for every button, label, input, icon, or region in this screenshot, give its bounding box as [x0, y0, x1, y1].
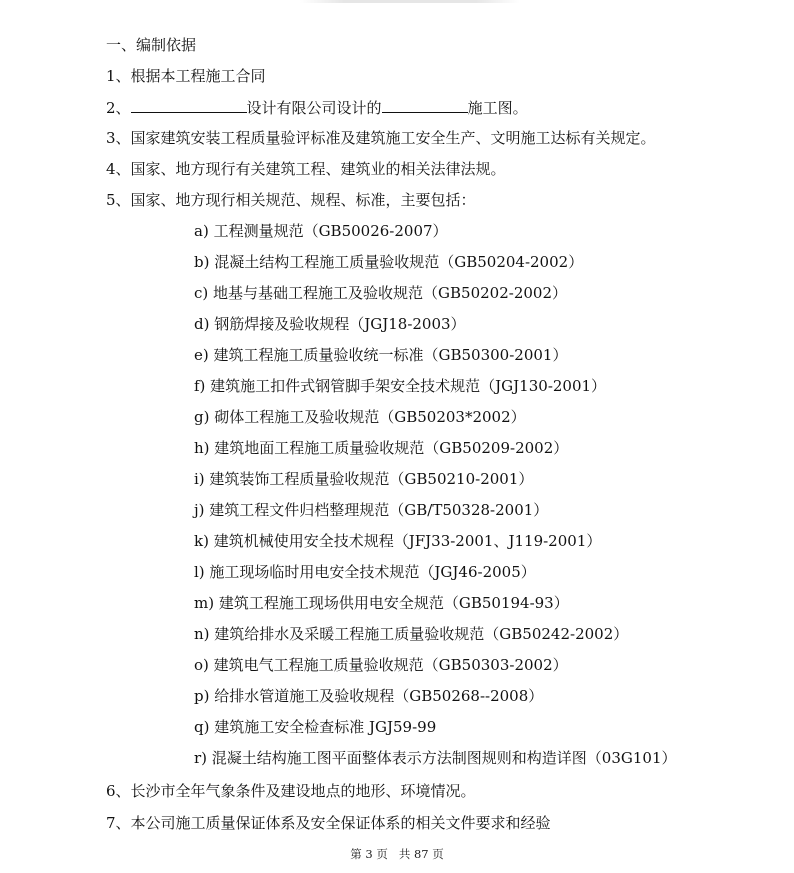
list-item-6: 6、长沙市全年气象条件及建设地点的地形、环境情况。 — [106, 782, 476, 800]
sub-item-b: b) 混凝土结构工程施工质量验收规范（GB50204-2002） — [194, 253, 584, 271]
sub-item-q: q) 建筑施工安全检查标准 JGJ59-99 — [194, 718, 437, 736]
page-footer — [0, 846, 794, 862]
list-item-4: 4、国家、地方现行有关建筑工程、建筑业的相关法律法规。 — [106, 160, 506, 178]
sub-item-o: o) 建筑电气工程施工质量验收规范（GB50303-2002） — [194, 656, 568, 674]
blank-line-project — [382, 97, 468, 113]
list-item-2-prefix: 2、 — [106, 99, 131, 117]
list-item-5: 5、国家、地方现行相关规范、规程、标准，主要包括： — [106, 191, 476, 209]
sub-item-c: c) 地基与基础工程施工及验收规范（GB50202-2002） — [194, 284, 567, 302]
list-item-1: 1、根据本工程施工合同 — [106, 67, 266, 85]
page-number: 第 3 页 — [350, 847, 388, 861]
sub-item-n: n) 建筑给排水及采暖工程施工质量验收规范（GB50242-2002） — [194, 625, 629, 643]
page-total: 共 87 页 — [398, 847, 444, 861]
sub-item-j: j) 建筑工程文件归档整理规范（GB/T50328-2001） — [194, 501, 549, 519]
blank-line-company — [131, 97, 247, 113]
list-item-2 — [106, 97, 528, 118]
sub-item-k: k) 建筑机械使用安全技术规程（JFJ33-2001、J119-2001） — [194, 532, 602, 550]
sub-item-m: m) 建筑工程施工现场供用电安全规范（GB50194-93） — [194, 594, 569, 612]
list-item-3: 3、国家建筑安装工程质量验评标准及建筑施工安全生产、文明施工达标有关规定。 — [106, 129, 656, 147]
sub-item-d: d) 钢筋焊接及验收规程（JGJ18-2003） — [194, 315, 466, 333]
list-item-7: 7、本公司施工质量保证体系及安全保证体系的相关文件要求和经验 — [106, 814, 551, 832]
sub-item-r: r) 混凝土结构施工图平面整体表示方法制图规则和构造详图（03G101） — [194, 749, 677, 767]
sub-item-e: e) 建筑工程施工质量验收统一标准（GB50300-2001） — [194, 346, 568, 364]
list-item-2-middle: 设计有限公司设计的 — [246, 99, 382, 117]
sub-item-l: l) 施工现场临时用电安全技术规范（JGJ46-2005） — [194, 563, 536, 581]
sub-item-p: p) 给排水管道施工及验收规程（GB50268--2008） — [194, 687, 544, 705]
section-heading: 一、编制依据 — [106, 36, 197, 54]
sub-item-g: g) 砌体工程施工及验收规范（GB50203*2002） — [194, 408, 526, 426]
page-top-edge — [300, 0, 520, 3]
list-item-2-suffix: 施工图。 — [467, 99, 528, 117]
sub-item-a: a) 工程测量规范（GB50026-2007） — [194, 222, 448, 240]
sub-item-i: i) 建筑装饰工程质量验收规范（GB50210-2001） — [194, 470, 534, 488]
sub-item-f: f) 建筑施工扣件式钢管脚手架安全技术规范（JGJ130-2001） — [194, 377, 607, 395]
sub-item-h: h) 建筑地面工程施工质量验收规范（GB50209-2002） — [194, 439, 569, 457]
